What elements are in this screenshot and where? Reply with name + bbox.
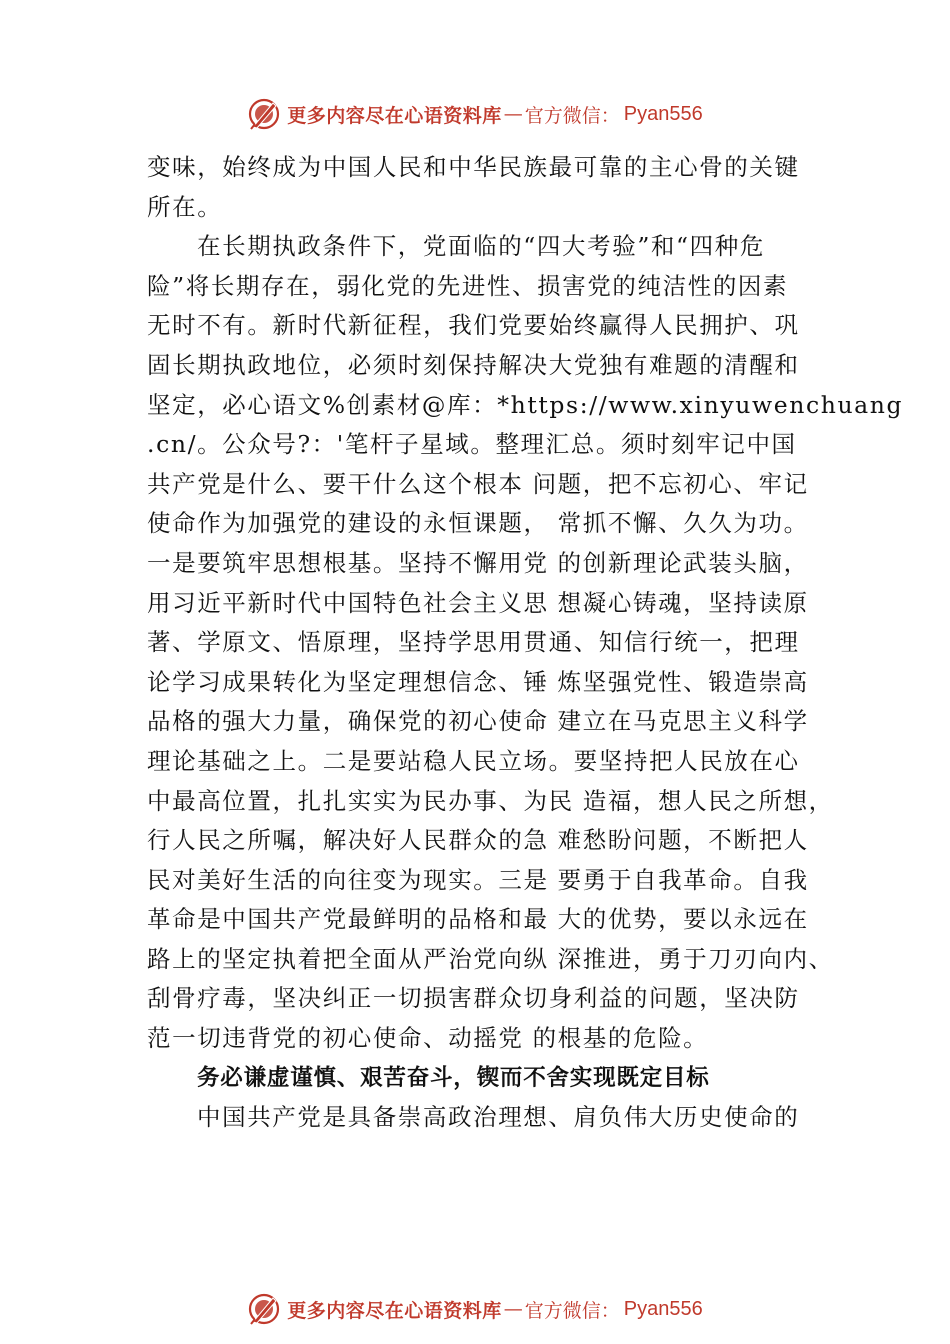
body-line: 险”将长期存在，弱化党的先进性、损害党的纯洁性的因素 bbox=[147, 271, 789, 300]
section-heading: 务必谦虚谨慎、艰苦奋斗，锲而不舍实现既定目标 bbox=[197, 1064, 710, 1091]
body-line: 在长期执政条件下，党面临的“四大考验”和“四种危 bbox=[197, 232, 765, 261]
body-line: 著、学原文、悟原理，坚持学思用贯通、知信行统一，把理 bbox=[147, 628, 800, 657]
header-watermark-banner bbox=[0, 94, 950, 134]
body-line: 论学习成果转化为坚定理想信念、锤 炼坚强党性、锻造崇高 bbox=[147, 667, 809, 696]
body-line: 坚定，必心语文%创素材@库：*https://www.xinyuwenchuang bbox=[147, 390, 904, 419]
banner-wechat-label: 官方微信： bbox=[524, 1299, 620, 1322]
body-line: 品格的强大力量，确保党的初心使命 建立在马克思主义科学 bbox=[147, 707, 809, 736]
body-line: 一是要筑牢思想根基。坚持不懈用党 的创新理论武装头脑， bbox=[147, 548, 809, 577]
body-line: 行人民之所嘱，解决好人民群众的急 难愁盼问题，不断把人 bbox=[147, 826, 809, 855]
body-line: 所在。 bbox=[147, 192, 223, 221]
banner-wechat-id: Pyan556 bbox=[623, 1297, 703, 1320]
body-line: 使命作为加强党的建设的永恒课题， 常抓不懈、久久为功。 bbox=[147, 509, 809, 538]
body-line: 刮骨疗毒，坚决纠正一切损害群众切身利益的问题，坚决防 bbox=[147, 984, 800, 1013]
quill-seal-icon bbox=[247, 1292, 281, 1326]
banner-wechat-id: Pyan556 bbox=[623, 102, 703, 125]
body-line: .cn/。公众号?：'笔杆子星域。整理汇总。须时刻牢记中国 bbox=[147, 430, 797, 459]
banner-separator: — bbox=[503, 103, 523, 125]
body-line: 无时不有。新时代新征程，我们党要始终赢得人民拥护、巩 bbox=[147, 311, 800, 340]
body-line: 路上的坚定执着把全面从严治党向纵 深推进，勇于刀刃向内、 bbox=[147, 944, 834, 973]
document-body bbox=[147, 148, 904, 1138]
body-line: 革命是中国共产党最鲜明的品格和最 大的优势，要以永远在 bbox=[147, 905, 809, 934]
banner-text: 更多内容尽在心语资料库 bbox=[287, 104, 502, 127]
body-line: 民对美好生活的向往变为现实。三是 要勇于自我革命。自我 bbox=[147, 865, 809, 894]
footer-watermark-banner bbox=[0, 1289, 950, 1329]
body-line: 理论基础之上。二是要站稳人民立场。要坚持把人民放在心 bbox=[147, 746, 800, 775]
body-line: 固长期执政地位，必须时刻保持解决大党独有难题的清醒和 bbox=[147, 350, 800, 379]
banner-wechat-label: 官方微信： bbox=[524, 104, 620, 127]
body-line: 范一切违背党的初心使命、动摇党 的根基的危险。 bbox=[147, 1024, 709, 1053]
banner-text: 更多内容尽在心语资料库 bbox=[287, 1299, 502, 1322]
body-line: 变味，始终成为中国人民和中华民族最可靠的主心骨的关键 bbox=[147, 153, 800, 181]
body-line: 中国共产党是具备崇高政治理想、肩负伟大历史使命的 bbox=[197, 1103, 800, 1132]
body-line: 中最高位置，扎扎实实为民办事、为民 造福，想人民之所想， bbox=[147, 786, 834, 815]
body-line: 用习近平新时代中国特色社会主义思 想凝心铸魂，坚持读原 bbox=[147, 588, 809, 617]
quill-seal-icon bbox=[247, 97, 281, 131]
body-line: 共产党是什么、要干什么这个根本 问题，把不忘初心、牢记 bbox=[147, 469, 809, 498]
banner-separator: — bbox=[503, 1298, 523, 1320]
